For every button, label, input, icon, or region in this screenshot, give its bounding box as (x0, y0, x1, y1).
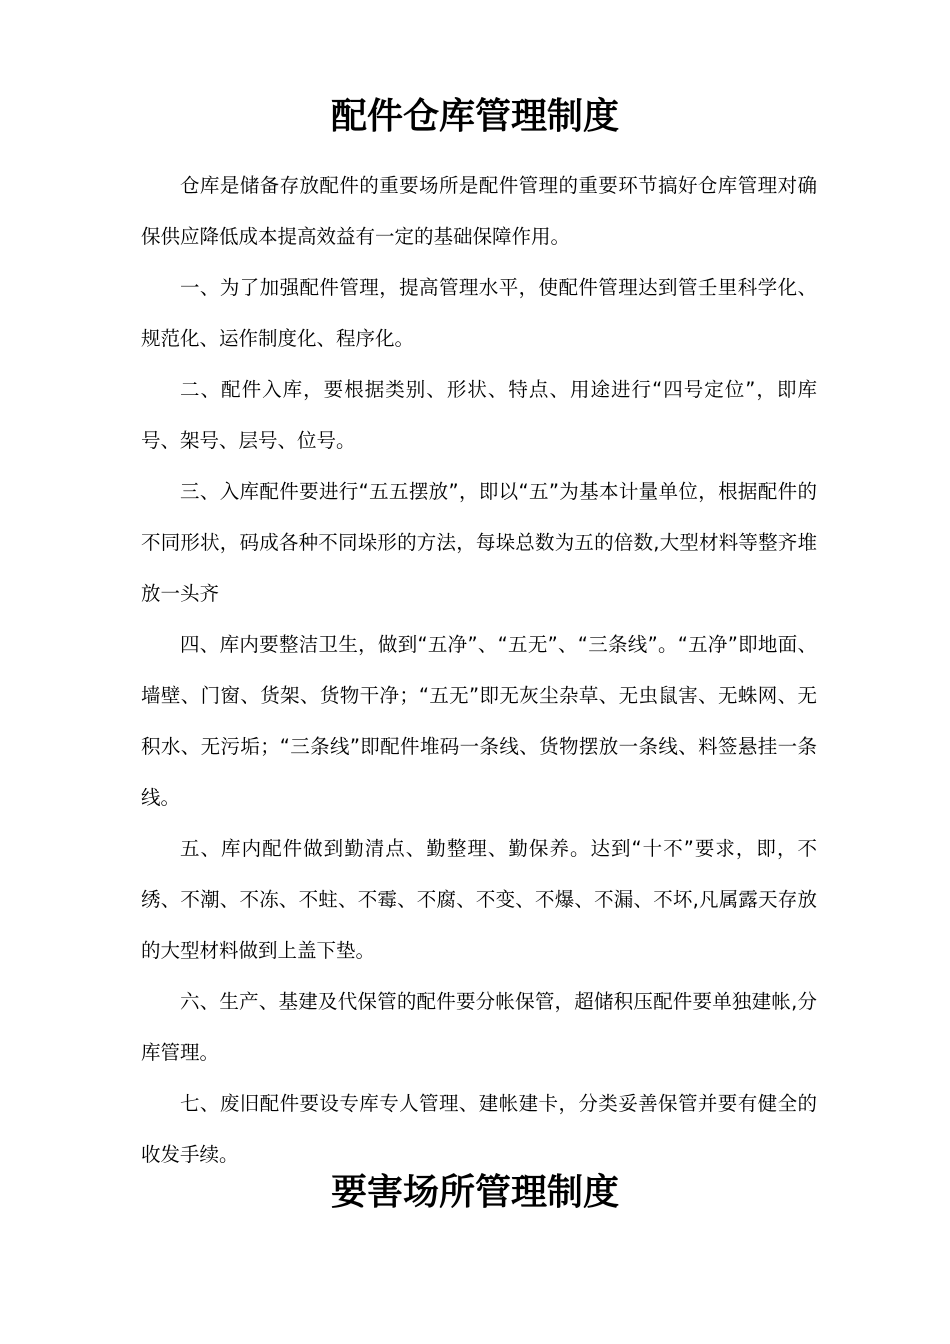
page-title: 配件仓库管理制度 (330, 96, 619, 137)
document-body (141, 160, 817, 1180)
paragraph-item-3: 三、入库配件要进行“五五摆放”，即以“五”为基本计量单位，根据配件的不同形状，码成各种不同垛形的方法，每垛总数为五的倍数,大型材料等整齐堆放一头齐 (141, 480, 817, 605)
paragraph-item-2: 二、配件入库，要根据类别、形状、特点、用途进行“四号定位”，即库号、架号、层号、位号。 (141, 378, 817, 452)
paragraph-item-6: 六、生产、基建及代保管的配件要分帐保管，超储积压配件要单独建帐,分库管理。 (141, 990, 817, 1064)
paragraph-item-4: 四、库内要整洁卫生，做到“五净”、“五无”、“三条线”。“五净”即地面、墙壁、门窗、货架、货物干净；“五无”即无灰尘杂草、无虫鼠害、无蛛网、无积水、无污垢；“三条线”即配件堆码一条线、货物摆放一条线、料签悬挂一条线。 (141, 633, 817, 809)
paragraph-item-1: 一、为了加强配件管理，提高管理水平，使配件管理达到管壬里科学化、规范化、运作制度化、程序化。 (141, 276, 817, 350)
paragraph-item-7: 七、废旧配件要设专库专人管理、建帐建卡，分类妥善保管并要有健全的收发手续。 (141, 1092, 817, 1166)
paragraph-intro: 仓库是储备存放配件的重要场所是配件管理的重要环节搞好仓库管理对确保供应降低成本提高效益有一定的基础保障作用。 (141, 174, 817, 248)
paragraph-item-5: 五、库内配件做到勤清点、勤整理、勤保养。达到“十不”要求，即，不绣、不潮、不冻、不蛀、不霉、不腐、不变、不爆、不漏、不坏,凡属露天存放的大型材料做到上盖下垫。 (141, 837, 817, 962)
next-section-title: 要害场所管理制度 (330, 1172, 619, 1213)
